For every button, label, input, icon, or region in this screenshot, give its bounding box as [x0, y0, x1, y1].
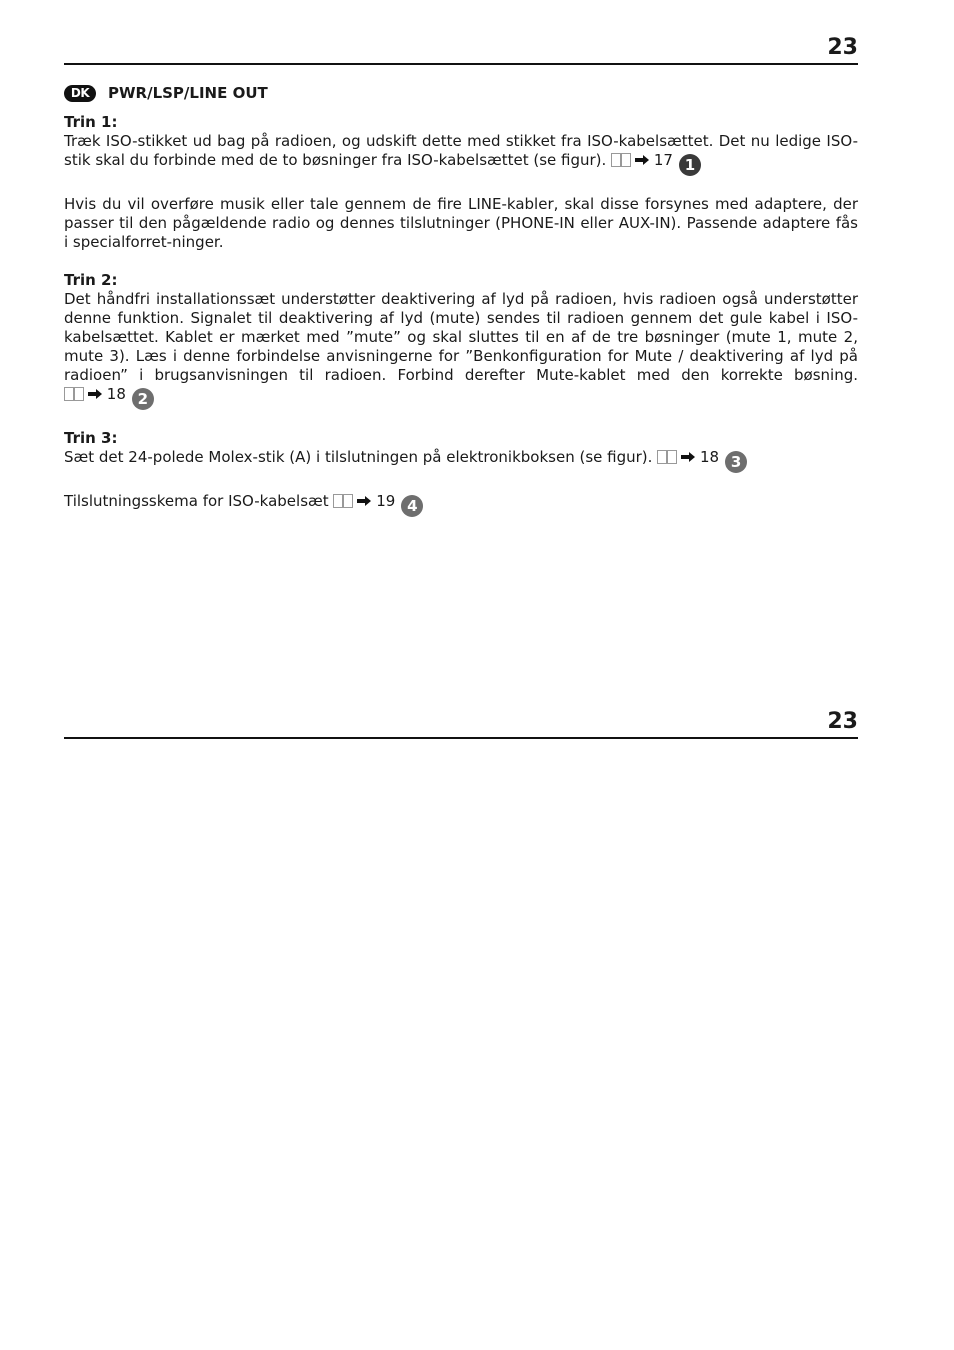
step-3-ref-page: 18	[699, 448, 720, 466]
arrow-right-icon	[357, 496, 371, 506]
schema-text: Tilslutningsskema for ISO-kabelsæt 19 4	[64, 492, 858, 517]
page-number-top: 23	[827, 35, 858, 60]
arrow-right-icon	[681, 452, 695, 462]
step-1-text: Træk ISO-stikket ud bag på radioen, og udskift dette med stikket fra ISO-kabelsættet. Det nu ledige ISO-stik skal du forbinde med de to bøsninger fra ISO-kabelsættet (se figur). 17 1	[64, 132, 858, 174]
book-icon	[657, 450, 677, 464]
book-icon	[333, 494, 353, 508]
language-badge: DK	[64, 85, 96, 102]
section-title: PWR/LSP/LINE OUT	[108, 84, 268, 102]
figure-number-4: 4	[401, 495, 423, 517]
footer-rule	[64, 737, 858, 739]
step-2-text: Det håndfri installationssæt understøtter deaktivering af lyd på radioen, hvis radioen også understøtter denne funktion. Signalet til deaktivering af lyd (mute) sendes til radioen gennem det gule kabel i ISO-kabelsættet. Kablet er mærket med ”mute” og skal sluttes til en af de tre bøsninger (mute 1, mute 2, mute 3). Læs i denne forbindelse anvisningerne for ”Benkonfiguration for Mute / deaktivering af lyd på radioen” i brugsanvisningen til radioen. Forbind derefter Mute-kablet med den korrekte bøsning. 18 2	[64, 290, 858, 408]
step-3-reference	[657, 448, 747, 471]
step-2-title: Trin 2:	[64, 271, 118, 289]
section-header	[64, 84, 268, 102]
page-number-bottom: 23	[827, 709, 858, 734]
step-2-ref-page: 18	[106, 385, 126, 403]
arrow-right-icon	[88, 389, 102, 399]
schema-reference	[333, 492, 423, 515]
schema-ref-page: 19	[376, 492, 396, 510]
book-icon	[64, 387, 84, 401]
step-1-reference	[611, 151, 701, 174]
figure-number-2: 2	[132, 388, 154, 410]
line-adapter-text: Hvis du vil overføre musik eller tale gennem de fire LINE-kabler, skal disse forsynes med adaptere, der passer til den pågældende radio og dennes tilslutninger (PHONE-IN eller AUX-IN). Passende adaptere fås i specialforret-ninger.	[64, 195, 858, 251]
figure-number-3: 3	[725, 451, 747, 473]
book-icon	[611, 153, 631, 167]
figure-number-1: 1	[679, 154, 701, 176]
step-3-title: Trin 3:	[64, 429, 118, 447]
arrow-right-icon	[635, 155, 649, 165]
step-1-title: Trin 1:	[64, 113, 118, 131]
step-1-ref-page: 17	[653, 151, 673, 169]
header-rule	[64, 63, 858, 65]
step-3-text: Sæt det 24-polede Molex-stik (A) i tilslutningen på elektronikboksen (se figur). 18 3	[64, 448, 858, 473]
document-body	[64, 113, 858, 517]
step-2-reference	[64, 385, 154, 408]
